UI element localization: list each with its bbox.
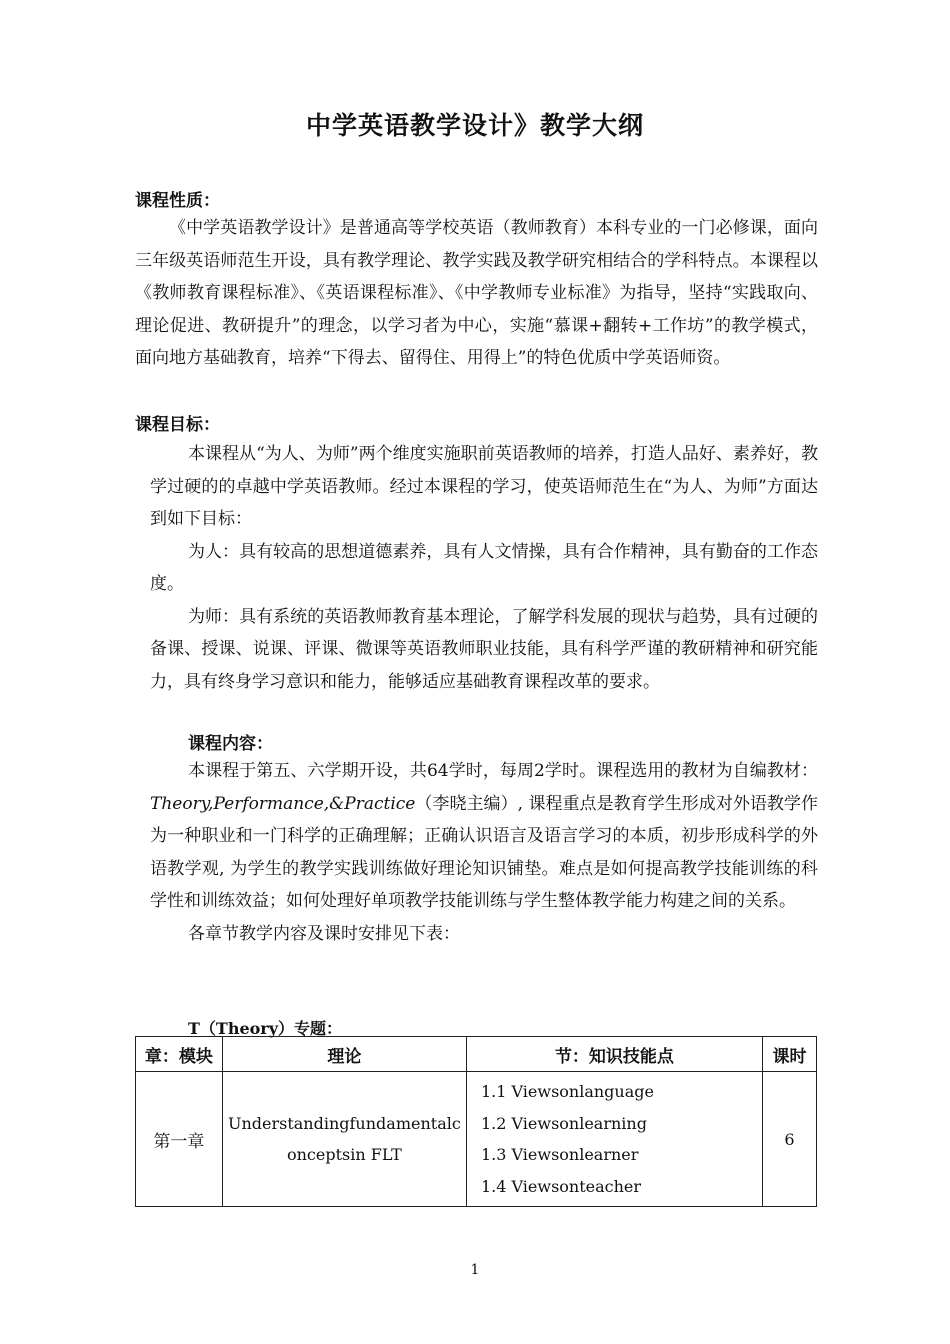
header-theory: 理论 bbox=[222, 1037, 466, 1072]
header-chapter: 章：模块 bbox=[136, 1037, 223, 1072]
content-text bbox=[150, 755, 818, 918]
textbook-title: Theory,Performance,&Practice bbox=[150, 793, 416, 814]
page-number: 1 bbox=[470, 1262, 480, 1278]
theory-table bbox=[135, 1036, 817, 1207]
nature-heading: 课程性质： bbox=[135, 191, 220, 211]
goal-text: 本课程从“为人、为师”两个维度实施职前英语教师的培养，打造人品好、素养好，教学过硬的的卓越中学英语教师。经过本课程的学习，使英语师范生在“为人、为师”方面达到如下目标： bbox=[150, 444, 818, 529]
page-title: 中学英语教学设计》教学大纲 bbox=[305, 111, 644, 140]
header-points: 节：知识技能点 bbox=[466, 1037, 762, 1072]
goal-heading: 课程目标： bbox=[135, 415, 220, 435]
list-item: 1.4 Viewsonteacher bbox=[480, 1176, 642, 1196]
header-hours: 课时 bbox=[762, 1037, 816, 1072]
points-cell bbox=[466, 1072, 762, 1207]
schedule-intro: 各章节教学内容及课时安排见下表： bbox=[188, 923, 460, 944]
list-item: 1.2 Viewsonlearning bbox=[480, 1113, 647, 1133]
list-item: 1.3 Viewsonlearner bbox=[480, 1145, 639, 1164]
goal-paragraph bbox=[150, 438, 818, 698]
content-heading: 课程内容： bbox=[188, 734, 273, 754]
goal-teacher-text: 为师：具有系统的英语教师教育基本理论，了解学科发展的现状与趋势，具有过硬的备课、授课、说课、评课、微课等英语教师职业技能，具有科学严谨的教研精神和研究能力，具有终身学习意识和能力，能够适应基础教育课程改革的要求。 bbox=[150, 606, 818, 692]
theory-cell: Understandingfundamentalconceptsin FLT bbox=[222, 1072, 466, 1207]
nature-text: 《中学英语教学设计》是普通高等学校英语（教师教育）本科专业的一门必修课，面向三年级英语师范生开设，具有教学理论、教学实践及教学研究相结合的学科特点。本课程以《教师教育课程标准》、《英语课程标准》、《中学教师专业标准》为指导，坚持“实践取向、理论促进、教研提升”的理念，以学习者为中心，实施“慕课+翻转+工作坊”的教学模式，面向地方基础教育，培养“下得去、留得住、用得上”的特色优质中学英语师资。 bbox=[135, 218, 818, 368]
content-text-a: 本课程于第五、六学期开设，共64学时，每周2学时。课程选用的教材为自编教材： bbox=[188, 761, 818, 781]
content-paragraph bbox=[150, 755, 818, 950]
table-header-row bbox=[136, 1037, 817, 1072]
table-row bbox=[136, 1072, 817, 1207]
goal-person-text: 为人：具有较高的思想道德素养，具有人文情操，具有合作精神，具有勤奋的工作态度。 bbox=[150, 541, 818, 594]
nature-paragraph bbox=[135, 212, 818, 375]
list-item: 1.1 Viewsonlanguage bbox=[480, 1082, 654, 1101]
theory-table-caption: T（Theory）专题： bbox=[188, 1019, 343, 1038]
content-text-b: （李晓主编）, 课程重点是教育学生形成对外语教学作为一种职业和一门科学的正确理解；正确认识语言及语言学习的本质，初步形成科学的外语教学观, 为学生的教学实践训练做好理论知识铺垫。难点是如何提高教学技能训练的科学性和训练效益；如何处理好单项教学技能训练与学生整体教学能力构建之间的关系。 bbox=[150, 793, 818, 911]
chapter-cell: 第一章 bbox=[136, 1072, 223, 1207]
hours-cell: 6 bbox=[762, 1072, 816, 1207]
